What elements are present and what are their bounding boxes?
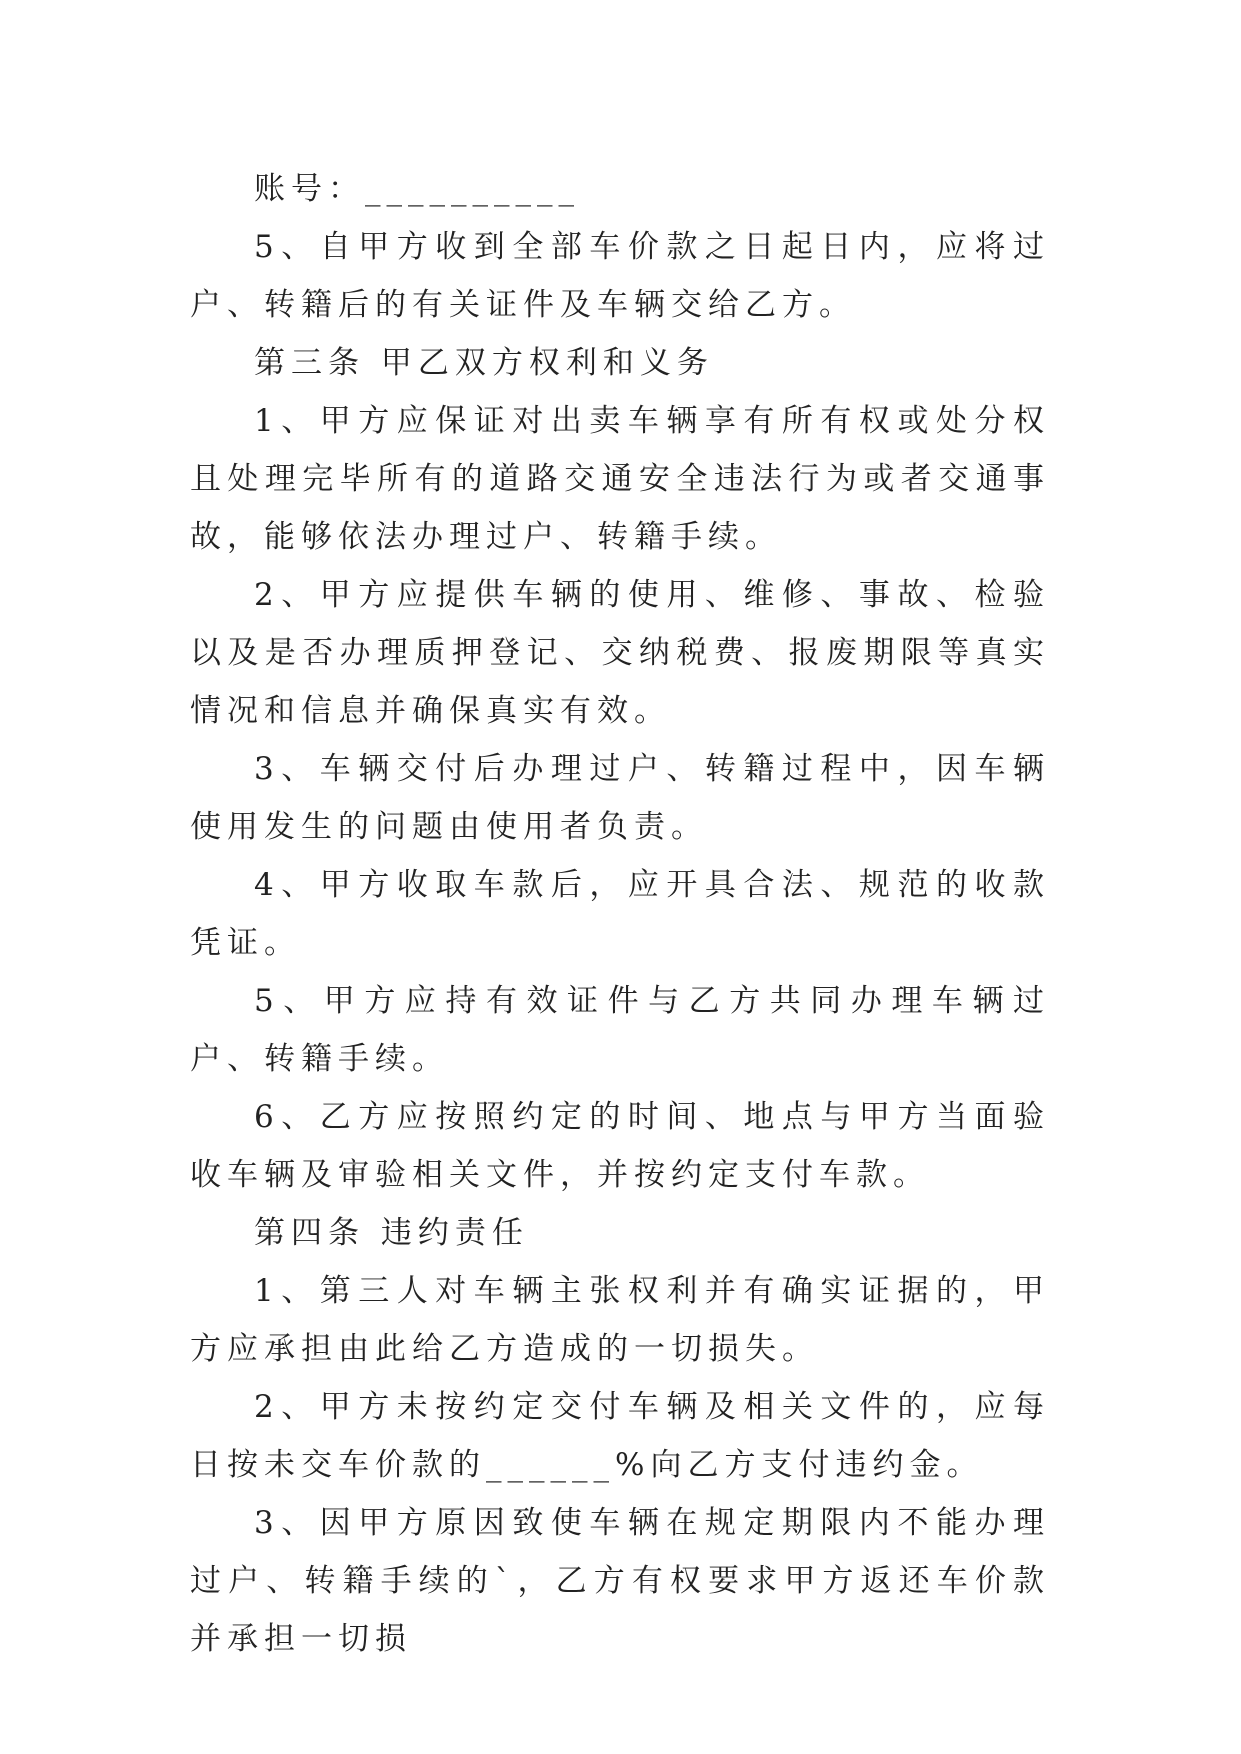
account-line: 账号：__________ (254, 171, 580, 207)
clause-paragraph: 5、甲方应持有效证件与乙方共同办理车辆过户、转籍手续。 (190, 983, 1050, 1077)
clause-paragraph: 2、甲方未按约定交付车辆及相关文件的，应每日按未交车价款的______%向乙方支付违约金。 (190, 1389, 1050, 1483)
article-heading: 第三条 甲乙双方权利和义务 (254, 345, 714, 381)
clause-paragraph: 3、车辆交付后办理过户、转籍过程中，因车辆使用发生的问题由使用者负责。 (190, 751, 1050, 845)
article-heading: 第四条 违约责任 (254, 1215, 529, 1251)
clause-paragraph: 6、乙方应按照约定的时间、地点与甲方当面验收车辆及审验相关文件，并按约定支付车款。 (190, 1099, 1050, 1193)
clause-paragraph: 1、甲方应保证对出卖车辆享有所有权或处分权且处理完毕所有的道路交通安全违法行为或者交通事故，能够依法办理过户、转籍手续。 (190, 403, 1050, 555)
clause-paragraph: 4、甲方收取车款后，应开具合法、规范的收款凭证。 (190, 867, 1050, 961)
clause-paragraph: 5、自甲方收到全部车价款之日起日内，应将过户、转籍后的有关证件及车辆交给乙方。 (190, 229, 1050, 323)
clause-paragraph: 2、甲方应提供车辆的使用、维修、事故、检验以及是否办理质押登记、交纳税费、报废期限等真实情况和信息并确保真实有效。 (190, 577, 1050, 729)
document-body (190, 160, 1050, 1668)
clause-paragraph: 1、第三人对车辆主张权利并有确实证据的，甲方应承担由此给乙方造成的一切损失。 (190, 1273, 1050, 1367)
clause-paragraph: 3、因甲方原因致使车辆在规定期限内不能办理过户、转籍手续的`，乙方有权要求甲方返还车价款并承担一切损 (190, 1505, 1050, 1657)
